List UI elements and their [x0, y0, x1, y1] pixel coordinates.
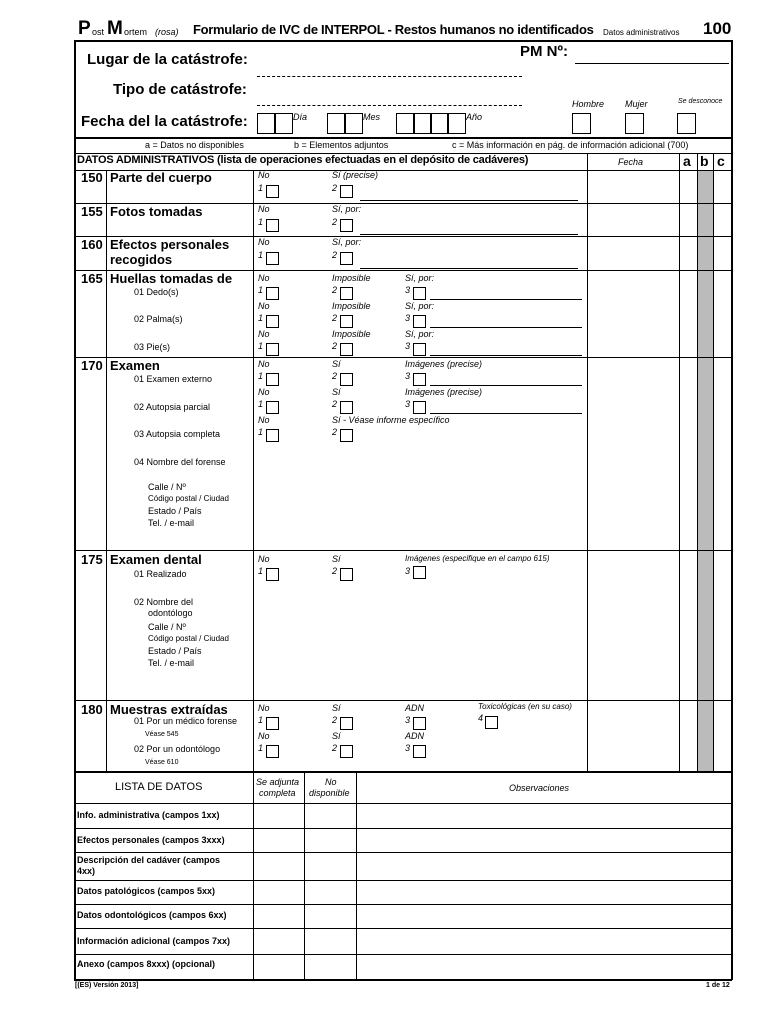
field-165-03-line[interactable] — [430, 355, 582, 356]
col-nodisp-1: No — [325, 777, 337, 787]
desconoce-label: Se desconoce — [678, 98, 723, 105]
anio-box-4[interactable] — [447, 113, 466, 134]
field-175-01-no-checkbox[interactable] — [266, 568, 279, 581]
option-number: 2 — [332, 313, 338, 323]
option-number: 2 — [332, 427, 338, 437]
option-number: 1 — [258, 566, 264, 576]
option-label: Sí, por: — [405, 329, 435, 339]
option-label: Sí — [332, 731, 341, 741]
pm-ortem: ortem — [124, 27, 148, 37]
field-165-number: 165 — [81, 271, 103, 286]
option-label: Sí - Véase informe específico — [332, 415, 450, 425]
option-label: Imágenes (precise) — [405, 387, 483, 397]
lugar-line[interactable] — [257, 76, 522, 77]
option-number: 2 — [332, 371, 338, 381]
field-165-02: 02 Palma(s) — [134, 314, 183, 324]
lista-row-efectos: Efectos personales (campos 3xxx) — [77, 835, 225, 845]
option-label: Sí — [332, 703, 341, 713]
option-number: 2 — [332, 217, 338, 227]
hombre-checkbox[interactable] — [572, 113, 591, 134]
field-160-label-1: Efectos personales — [110, 237, 230, 252]
field-165-02-no-checkbox[interactable] — [266, 315, 279, 328]
field-160-label-2: recogidos — [110, 252, 173, 267]
hombre-label: Hombre — [572, 99, 605, 109]
pm-rosa: (rosa) — [155, 27, 179, 37]
field-170-number: 170 — [81, 358, 103, 373]
field-175-02a: 02 Nombre del — [134, 597, 194, 607]
option-number: 2 — [332, 341, 338, 351]
field-170-02-no-checkbox[interactable] — [266, 401, 279, 414]
field-180-01-no-checkbox[interactable] — [266, 717, 279, 730]
col-a-header: a — [683, 153, 691, 169]
field-165-01-no-checkbox[interactable] — [266, 287, 279, 300]
field-180-02-no-checkbox[interactable] — [266, 745, 279, 758]
option-label: Sí, por: — [405, 273, 435, 283]
field-170-03-si-checkbox[interactable] — [340, 429, 353, 442]
option-label: Sí, por: — [405, 301, 435, 311]
option-label: No — [258, 329, 270, 339]
section-name: Datos administrativos — [603, 28, 680, 37]
forense-tel: Tel. / e-mail — [148, 518, 195, 528]
footer-version: [(ES) Versión 2013] — [75, 982, 139, 989]
field-180-number: 180 — [81, 702, 103, 717]
field-170-02-line[interactable] — [430, 413, 582, 414]
field-175-01-imagenes-checkbox[interactable] — [413, 566, 426, 579]
option-label: Imposible — [332, 301, 371, 311]
field-165-01-line[interactable] — [430, 299, 582, 300]
field-160-por-line[interactable] — [360, 268, 578, 269]
anio-label: Año — [466, 112, 483, 122]
field-180-02: 02 Por un odontólogo — [134, 744, 221, 754]
field-170-01-line[interactable] — [430, 385, 582, 386]
field-175-01: 01 Realizado — [134, 569, 187, 579]
option-number: 3 — [405, 285, 411, 295]
dia-label: Día — [293, 112, 308, 122]
field-160-si-checkbox[interactable] — [340, 252, 353, 265]
option-number: 2 — [332, 715, 338, 725]
field-155-no: No — [258, 204, 270, 214]
col-b-header: b — [700, 153, 709, 169]
field-165-03-imposible-checkbox[interactable] — [340, 343, 353, 356]
field-165-01-si-checkbox[interactable] — [413, 287, 426, 300]
mujer-checkbox[interactable] — [625, 113, 644, 134]
option-label: Sí — [332, 359, 341, 369]
field-170-03-no-checkbox[interactable] — [266, 429, 279, 442]
mes-label: Mes — [363, 112, 381, 122]
field-170-02-si-checkbox[interactable] — [340, 401, 353, 414]
option-number: 2 — [332, 250, 338, 260]
odontologo-calle: Calle / Nº — [148, 622, 186, 632]
col-observaciones: Observaciones — [509, 783, 570, 793]
option-label: ADN — [405, 731, 425, 741]
lista-row-patologicos: Datos patológicos (campos 5xx) — [77, 886, 216, 896]
field-165-03: 03 Pie(s) — [134, 342, 171, 352]
mes-box-2[interactable] — [344, 113, 363, 134]
option-number: 1 — [258, 285, 264, 295]
field-170-01-no-checkbox[interactable] — [266, 373, 279, 386]
odontologo-tel: Tel. / e-mail — [148, 658, 195, 668]
option-number: 2 — [332, 285, 338, 295]
option-number: 3 — [405, 371, 411, 381]
field-180-01-si-checkbox[interactable] — [340, 717, 353, 730]
mujer-label: Mujer — [625, 99, 648, 109]
option-number: 3 — [405, 743, 411, 753]
option-number: 3 — [405, 715, 411, 725]
field-180-01-adn-checkbox[interactable] — [413, 717, 426, 730]
field-160-number: 160 — [81, 237, 103, 252]
option-number: 2 — [332, 743, 338, 753]
lista-row-odontologicos: Datos odontológicos (campos 6xx) — [77, 910, 227, 920]
field-170-03: 03 Autopsia completa — [134, 429, 221, 439]
option-number: 1 — [258, 217, 264, 227]
col-adjunta-1: Se adjunta — [256, 777, 300, 787]
col-adjunta-2: completa — [259, 788, 296, 798]
legend-c: c = Más información en pág. de información adicional (700) — [452, 140, 689, 150]
option-label: No — [258, 273, 270, 283]
pm-ost: ost — [92, 27, 105, 37]
field-165-01: 01 Dedo(s) — [134, 287, 179, 297]
field-150-precise-line[interactable] — [360, 200, 578, 201]
pm-no-line[interactable] — [575, 63, 729, 64]
odontologo-estado: Estado / País — [148, 646, 202, 656]
option-label: No — [258, 703, 270, 713]
odontologo-codigo: Código postal / Ciudad — [148, 634, 229, 643]
field-180-02-si-checkbox[interactable] — [340, 745, 353, 758]
field-155-number: 155 — [81, 204, 103, 219]
field-170-label: Examen — [110, 358, 160, 373]
fecha-label: Fecha del la catástrofe: — [81, 113, 248, 130]
field-175-01-si-checkbox[interactable] — [340, 568, 353, 581]
desconoce-checkbox[interactable] — [677, 113, 696, 134]
page-number: 100 — [703, 19, 732, 38]
field-180-01-toxicologicas-checkbox[interactable] — [485, 716, 498, 729]
legend-b: b = Elementos adjuntos — [294, 140, 389, 150]
option-label: Imposible — [332, 329, 371, 339]
field-165-01-imposible-checkbox[interactable] — [340, 287, 353, 300]
option-label: No — [258, 415, 270, 425]
lista-title: LISTA DE DATOS — [115, 781, 203, 793]
lista-row-descripcion: Descripción del cadáver (campos — [77, 855, 221, 865]
option-label: Sí — [332, 554, 341, 564]
fecha-col-header: Fecha — [618, 157, 644, 167]
option-label: Sí — [332, 387, 341, 397]
option-number: 2 — [332, 183, 338, 193]
option-number: 1 — [258, 399, 264, 409]
option-number: 1 — [258, 715, 264, 725]
lista-row-adicional: Información adicional (campos 7xx) — [77, 936, 231, 946]
option-number: 1 — [258, 427, 264, 437]
option-label: ADN — [405, 703, 425, 713]
lista-row-anexo: Anexo (campos 8xxx) (opcional) — [77, 959, 216, 969]
option-label: Imágenes (precise) — [405, 359, 483, 369]
option-label: No — [258, 554, 270, 564]
field-155-no-checkbox[interactable] — [266, 219, 279, 232]
lista-row-admin: Info. administrativa (campos 1xx) — [77, 810, 220, 820]
forense-calle: Calle / Nº — [148, 482, 186, 492]
col-nodisp-2: disponible — [309, 788, 350, 798]
field-165-02-line[interactable] — [430, 327, 582, 328]
field-155-si: Sí, por: — [332, 204, 362, 214]
field-160-no-checkbox[interactable] — [266, 252, 279, 265]
field-150-label: Parte del cuerpo — [110, 170, 212, 185]
field-170-01-si-checkbox[interactable] — [340, 373, 353, 386]
option-number: 1 — [258, 250, 264, 260]
option-number: 2 — [332, 566, 338, 576]
option-number: 3 — [405, 313, 411, 323]
field-150-si: Sí (precise) — [332, 170, 379, 180]
field-170-01-imagenes-checkbox[interactable] — [413, 373, 426, 386]
field-165-label: Huellas tomadas de — [110, 271, 233, 286]
option-number: 3 — [405, 341, 411, 351]
table-header: DATOS ADMINISTRATIVOS (lista de operaciones efectuadas en el depósito de cadáveres) — [77, 154, 529, 166]
option-number: 3 — [405, 566, 411, 576]
option-number: 1 — [258, 743, 264, 753]
field-165-02-si-checkbox[interactable] — [413, 315, 426, 328]
field-175-number: 175 — [81, 552, 103, 567]
col-c-header: c — [717, 153, 725, 169]
field-155-si-checkbox[interactable] — [340, 219, 353, 232]
option-label: Toxicológicas (en su caso) — [478, 702, 572, 711]
field-180-01-ref: Véase 545 — [145, 731, 179, 738]
tipo-line[interactable] — [257, 105, 522, 106]
option-number: 1 — [258, 313, 264, 323]
field-165-02-imposible-checkbox[interactable] — [340, 315, 353, 328]
lugar-label: Lugar de la catástrofe: — [87, 51, 248, 68]
option-label: No — [258, 387, 270, 397]
field-165-03-si-checkbox[interactable] — [413, 343, 426, 356]
field-180-01: 01 Por un médico forense — [134, 716, 238, 726]
pm-initial-m: M — [107, 18, 123, 39]
field-180-label: Muestras extraídas — [110, 702, 228, 717]
field-155-por-line[interactable] — [360, 234, 578, 235]
option-number: 1 — [258, 341, 264, 351]
field-150-number: 150 — [81, 170, 103, 185]
field-150-no-checkbox[interactable] — [266, 185, 279, 198]
field-180-02-adn-checkbox[interactable] — [413, 745, 426, 758]
tipo-label: Tipo de catástrofe: — [113, 81, 247, 98]
option-label: No — [258, 731, 270, 741]
forense-estado: Estado / País — [148, 506, 202, 516]
form-title: Formulario de IVC de INTERPOL - Restos humanos no identificados — [193, 22, 594, 37]
field-175-label: Examen dental — [110, 552, 202, 567]
option-number: 4 — [478, 713, 484, 723]
option-label: No — [258, 301, 270, 311]
field-170-02-imagenes-checkbox[interactable] — [413, 401, 426, 414]
field-170-02: 02 Autopsia parcial — [134, 402, 211, 412]
field-150-no: No — [258, 170, 270, 180]
pm-no-label: PM Nº: — [520, 43, 568, 60]
option-number: 1 — [258, 183, 264, 193]
option-label: Imposible — [332, 273, 371, 283]
field-155-label: Fotos tomadas — [110, 204, 203, 219]
forense-codigo: Código postal / Ciudad — [148, 494, 229, 503]
footer-page: 1 de 12 — [706, 982, 730, 989]
field-170-04: 04 Nombre del forense — [134, 457, 226, 467]
field-175-02b: odontólogo — [148, 608, 193, 618]
field-165-03-no-checkbox[interactable] — [266, 343, 279, 356]
option-number: 1 — [258, 371, 264, 381]
lista-row-descripcion-2: 4xx) — [77, 866, 96, 876]
field-160-si: Sí, por: — [332, 237, 362, 247]
field-150-si-checkbox[interactable] — [340, 185, 353, 198]
field-180-02-ref: Véase 610 — [145, 759, 179, 766]
option-number: 3 — [405, 399, 411, 409]
dia-box-2[interactable] — [274, 113, 293, 134]
option-number: 2 — [332, 399, 338, 409]
pm-initial-p: P — [78, 18, 91, 39]
option-label: No — [258, 359, 270, 369]
field-160-no: No — [258, 237, 270, 247]
field-170-01: 01 Examen externo — [134, 374, 213, 384]
legend-a: a = Datos no disponibles — [145, 140, 244, 150]
option-label: Imágenes (especifique en el campo 615) — [405, 554, 550, 563]
